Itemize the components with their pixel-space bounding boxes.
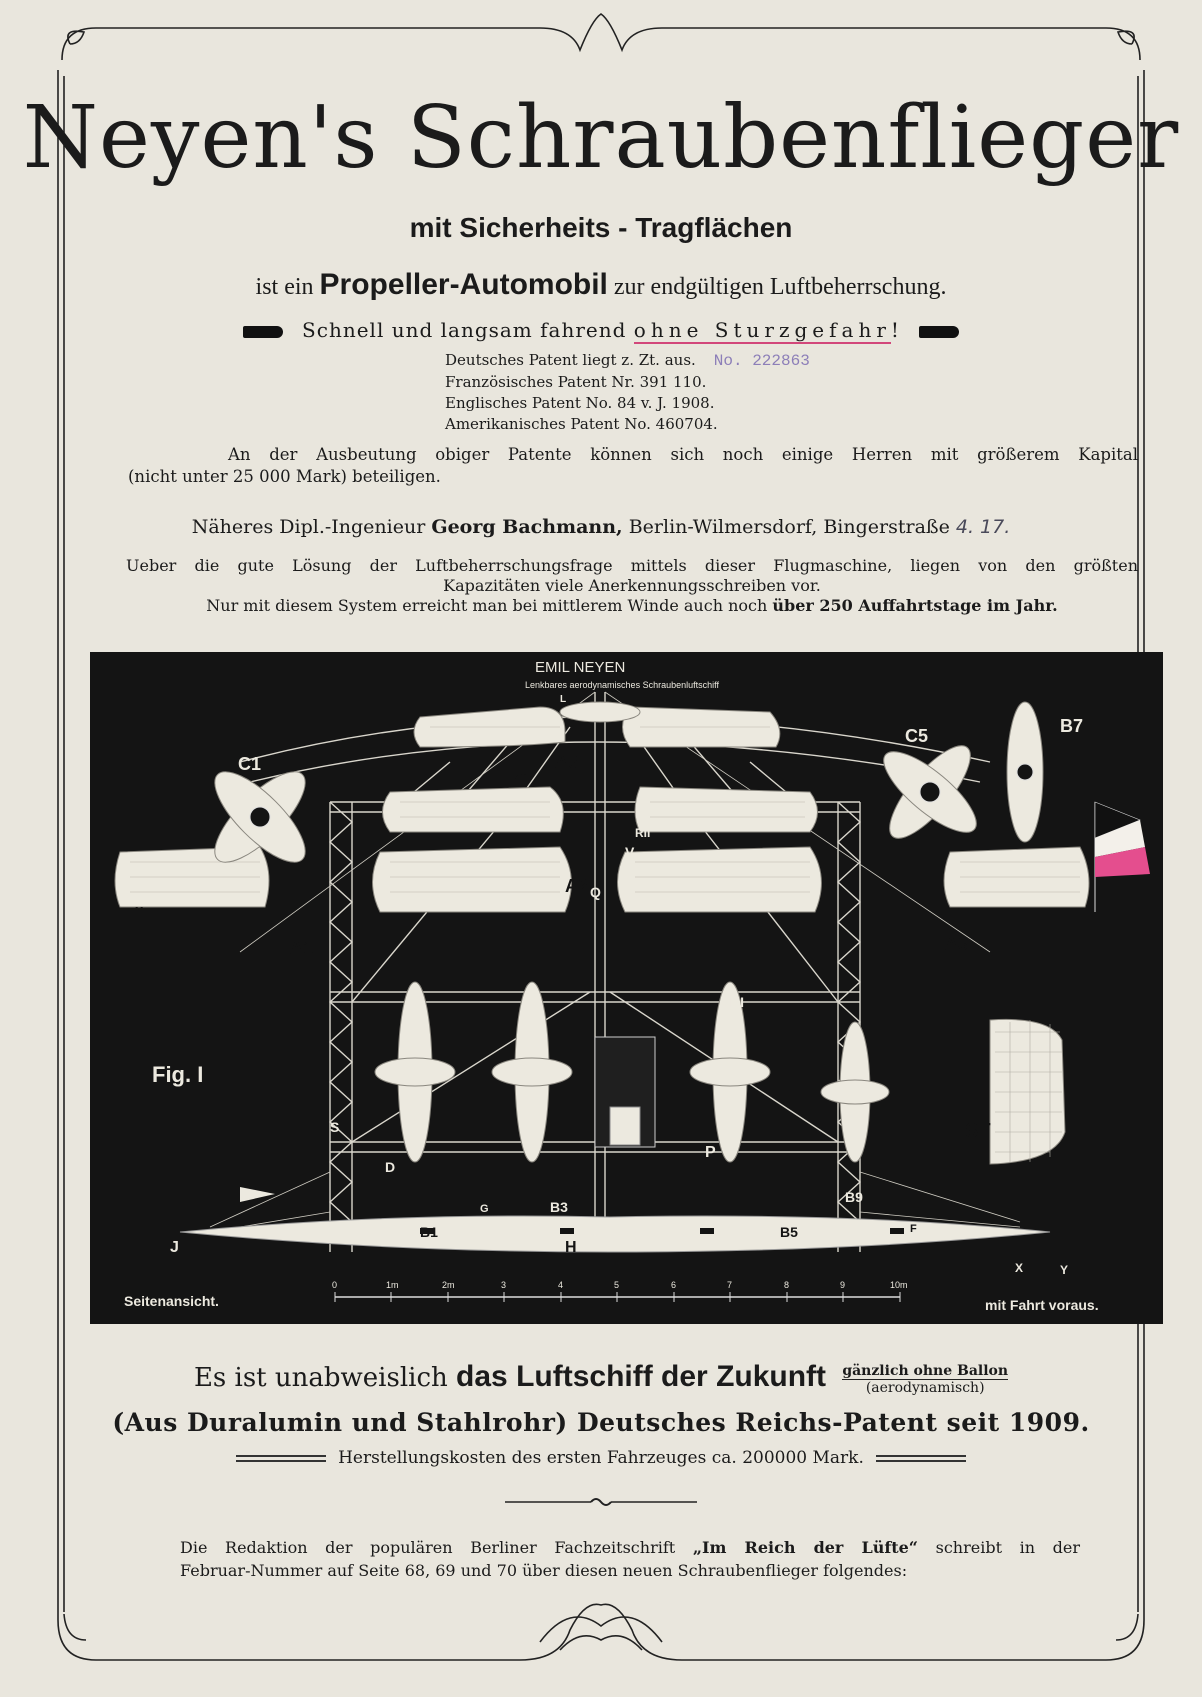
stamp: No. 222863 [713, 352, 810, 370]
svg-text:Rm: Rm [510, 769, 530, 783]
svg-text:B7: B7 [1060, 716, 1084, 736]
magazine-name: „Im Reich der Lüfte“ [692, 1538, 918, 1557]
tagline-pre: ist ein [255, 274, 314, 300]
svg-text:RII: RII [635, 826, 651, 840]
subtitle: mit Sicherheits - Tragflächen [409, 212, 793, 243]
svg-text:B5: B5 [780, 1224, 798, 1240]
airship-illustration [90, 652, 1163, 1324]
pointing-hand-right-icon [243, 326, 283, 338]
propeller-c5 [873, 735, 988, 850]
future-line: Es ist unabweislich das Luftschiff der Zukunft gänzlich ohne Ballon (aerodynamisch) [193, 1360, 1009, 1396]
propeller-b7 [1007, 702, 1043, 842]
patent-line: Amerikanisches Patent No. 460704. [445, 415, 718, 433]
tagline [0, 268, 1202, 302]
svg-text:H: H [565, 1239, 577, 1256]
footer-paragraph: Die Redaktion der populären Berliner Fachzeitschrift „Im Reich der Lüfte“ schreibt in der Februar-Nummer auf Seite 68, 69 und 70 über diesen neuen Schraubenflieger folgendes: [180, 1538, 1081, 1580]
svg-text:3: 3 [501, 1280, 507, 1290]
svg-text:A1: A1 [290, 938, 314, 958]
contact-name: Georg Bachmann, [431, 516, 623, 538]
pointing-hand-left-icon [919, 326, 959, 338]
svg-text:8: 8 [784, 1280, 790, 1290]
left-caption: Seitenansicht. [124, 1293, 219, 1309]
svg-text:M: M [135, 906, 144, 917]
illustration-subheader: Lenkbares aerodynamisches Schraubenluftschiff [525, 680, 719, 690]
material-line: (Aus Duralumin und Stahlrohr) Deutsches Reichs-Patent seit 1909. [112, 1408, 1090, 1437]
svg-text:0: 0 [332, 1280, 338, 1290]
fuselage [180, 1216, 1050, 1252]
slogan-underlined: ohne Sturzgefahr [633, 318, 891, 342]
slogan-pre: Schnell und langsam fahrend [302, 318, 627, 342]
svg-text:J: J [170, 1239, 179, 1256]
svg-text:V: V [625, 844, 635, 860]
svg-text:1m: 1m [386, 1280, 399, 1290]
svg-text:X: X [1015, 1261, 1024, 1275]
contact-line: Näheres Dipl.-Ingenieur Georg Bachmann, Berlin-Wilmersdorf, Bingerstraße 4. 17. [191, 516, 1011, 538]
svg-text:4: 4 [558, 1280, 564, 1290]
right-caption: mit Fahrt voraus. [985, 1297, 1099, 1313]
system-line: Nur mit diesem System erreicht man bei mittlerem Winde auch noch über 250 Auffahrtstage im Jahr. [206, 596, 1058, 615]
svg-text:10m: 10m [890, 1280, 908, 1290]
airship-drawing [90, 652, 1163, 1324]
cost-line: Herstellungskosten des ersten Fahrzeuges ca. 200000 Mark. [0, 1448, 1202, 1468]
svg-text:P: P [705, 1144, 716, 1161]
svg-text:G: G [480, 1203, 489, 1215]
endorsement-paragraph: Ueber die gute Lösung der Luftbeherrschungsfrage mittels dieser Flugmaschine, liegen von den größten Kapazitäten viele Anerkennungsschreiben vor. Nur mit diesem System erreicht man bei mittlerem Winde auch noch über 250 Auffahrtstage im Jahr. [126, 556, 1138, 615]
patent-line: Französisches Patent Nr. 391 110. [445, 373, 707, 391]
flag [1095, 802, 1150, 912]
svg-text:7: 7 [727, 1280, 733, 1290]
svg-text:9: 9 [840, 1280, 846, 1290]
svg-text:Y: Y [1060, 1263, 1069, 1277]
svg-text:2m: 2m [442, 1280, 455, 1290]
svg-text:S: S [330, 1119, 340, 1135]
svg-text:L: L [560, 694, 567, 705]
svg-text:B1: B1 [420, 1224, 438, 1240]
wing-a2-left [383, 787, 564, 832]
illustration-header: EMIL NEYEN [535, 659, 626, 676]
handwritten-number: 4. 17. [955, 516, 1011, 538]
lattice-frame [240, 692, 990, 1252]
svg-text:B9: B9 [845, 1189, 863, 1205]
svg-text:6: 6 [671, 1280, 677, 1290]
wing-a3-inner [618, 847, 822, 912]
svg-text:Q: Q [590, 884, 601, 900]
future-note: gänzlich ohne Ballon (aerodynamisch) [842, 1362, 1009, 1396]
tagline-post: zur endgültigen Luftbeherrschung. [613, 274, 947, 300]
svg-text:A3: A3 [945, 934, 969, 954]
figure-label: Fig. I [152, 1062, 204, 1087]
future-strong: das Luftschiff der Zukunft [456, 1360, 827, 1393]
tagline-strong: Propeller-Automobil [319, 268, 608, 301]
svg-text:F: F [910, 1223, 917, 1235]
patent-line: Englisches Patent No. 84 v. J. 1908. [445, 394, 715, 412]
svg-text:B3: B3 [550, 1199, 568, 1215]
page-title: Neyen's Schraubenflieger [22, 88, 1180, 188]
svg-text:A2: A2 [565, 876, 589, 896]
svg-text:A5: A5 [555, 752, 579, 772]
svg-text:C5: C5 [905, 726, 929, 746]
slogan-post: ! [890, 318, 900, 342]
investment-paragraph: An der Ausbeutung obiger Patente können sich noch einige Herren mit größerem Kapital (nicht unter 25 000 Mark) beteiligen. [128, 445, 1138, 486]
wing-a1-inner [373, 847, 572, 912]
scale-bar [332, 1280, 908, 1302]
svg-text:RI: RI [730, 994, 744, 1010]
divider-ornament [505, 1497, 697, 1507]
svg-text:D: D [385, 1159, 396, 1175]
svg-text:C1: C1 [238, 754, 262, 774]
wing-a2-right [635, 787, 818, 832]
patent-list [445, 350, 810, 435]
svg-text:5: 5 [614, 1280, 620, 1290]
slogan [0, 318, 1202, 342]
svg-text:ST: ST [965, 1120, 991, 1142]
patent-line: Deutsches Patent liegt z. Zt. aus. No. 222863 [445, 351, 810, 370]
